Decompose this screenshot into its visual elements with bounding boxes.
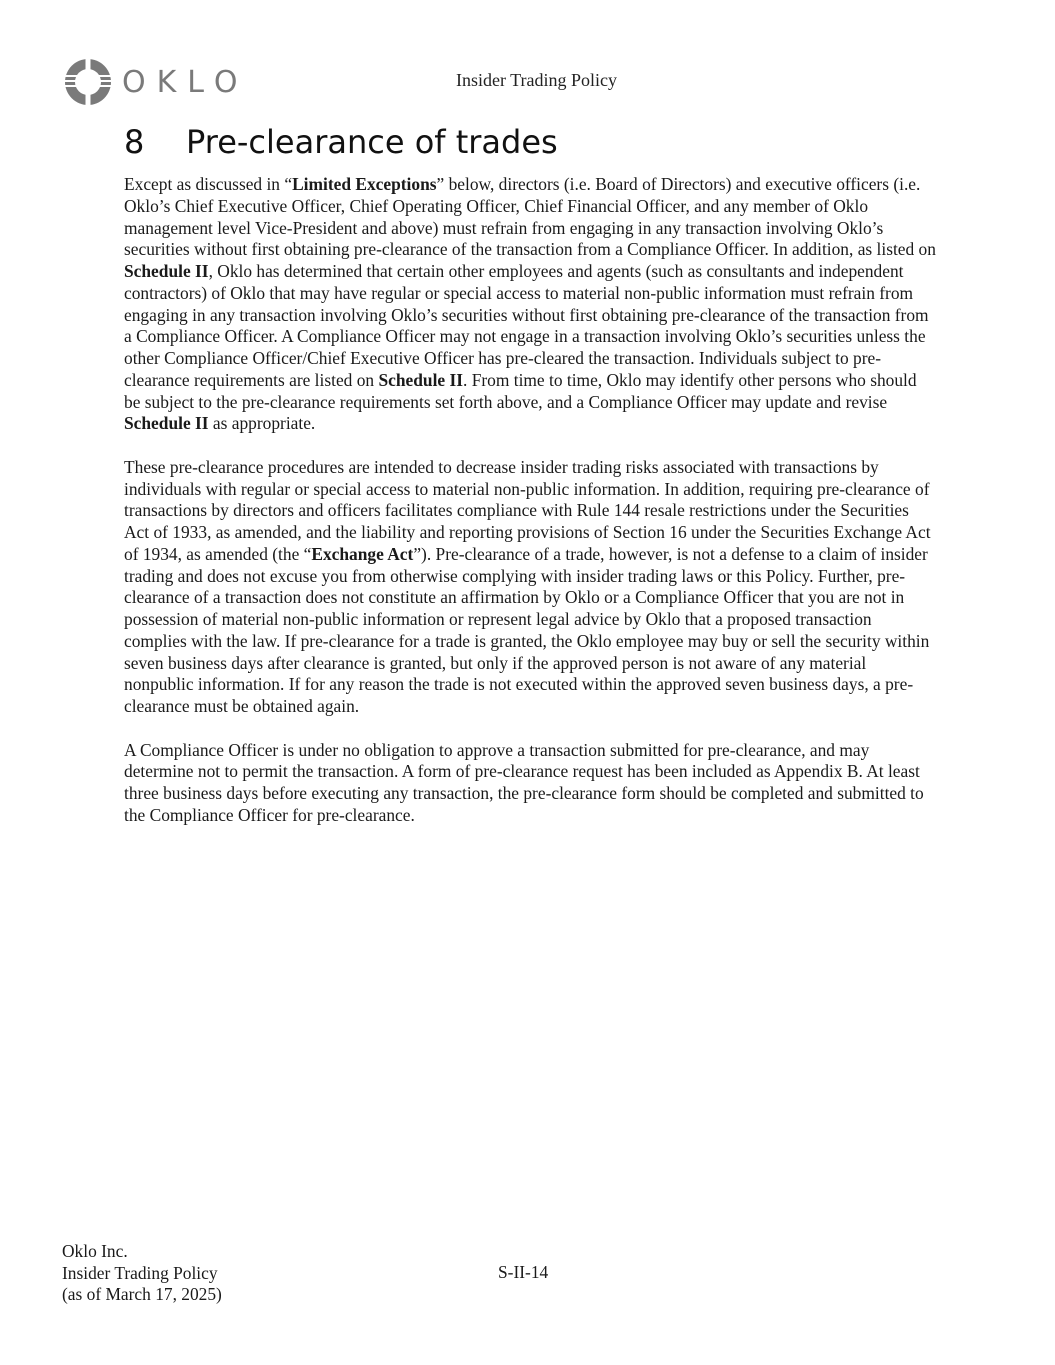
section-heading [124,123,558,161]
text-segment: ”). Pre-clearance of a trade, however, is not a defense to a claim of insider trading and does not excuse you from otherwise complying with insider trading laws or this Policy. Further, pre-clearance of a transaction does not constitute an affirmation by Oklo or a Compliance Officer that you are not in possession of material non-public information or represent legal advice by Oklo that a proposed transaction complies with the law. If pre-clearance for a trade is granted, the Oklo employee may buy or sell the security within seven business days after clearance is granted, but only if the approved person is not aware of any material nonpublic information. If for any reason the trade is not executed within the approved seven business days, a pre-clearance must be obtained again. [124,543,930,716]
text-segment: as appropriate. [208,413,316,434]
text-segment: These pre-clearance procedures are intended to decrease insider trading risks associated with transactions by individuals with regular or special access to material non-public information. In addition, requiring pre-clearance of transactions by directors and officers facilitates compliance with Rule 144 resale restrictions under the Securities Act of 1933, as amended, and the liability and reporting provisions of Section 16 under the Securities Exchange Act of 1934, as amended (the “ [124,456,931,564]
paragraph [124,174,936,435]
text-segment: A Compliance Officer is under no obligation to approve a transaction submitted for pre-clearance, and may determine not to permit the transaction. A form of pre-clearance request has been included as Appendix B. At least three business days before executing any transaction, the pre-clearance form should be completed and submitted to the Compliance Officer for pre-clearance. [124,739,924,825]
footer-document: Insider Trading Policy [62,1262,218,1283]
paragraph [124,740,936,827]
section-title: Pre-clearance of trades [186,123,558,161]
bold-term: Schedule II [378,369,464,390]
oklo-logo [64,58,249,106]
logo-wordmark: OKLO [122,64,249,100]
bold-term: Schedule II [124,261,209,281]
bold-term: Exchange Act [311,543,414,564]
footer-date: (as of March 17, 2025) [62,1284,222,1304]
section-number: 8 [124,123,145,161]
footer-info [62,1241,222,1306]
text-segment: , Oklo has determined that certain other employees and agents (such as consultants and independent contractors) of Oklo that may have regular or special access to material non-public information must refrain from engaging in any transaction involving Oklo’s securities without first obtaining pre-clearance of the transaction from a Compliance Officer. A Compliance Officer may not engage in a transaction involving Oklo’s securities unless the other Compliance Officer/Chief Executive Officer has pre-cleared the transaction. Individuals subject to pre-clearance requirements are listed on [124,261,929,390]
header-title: Insider Trading Policy [456,70,618,90]
bold-term: Limited Exceptions [292,174,437,194]
paragraph [124,457,936,718]
bold-term: Schedule II [124,413,209,434]
page-number: S-II-14 [498,1262,549,1282]
text-segment: ” below, directors (i.e. Board of Directors) and executive officers (i.e. Oklo’s Chief Executive Officer, Chief Operating Officer, Chief Financial Officer, and any member of Oklo management level Vice-President and above) must refrain from engaging in any transaction involving Oklo’s securities without first obtaining pre-clearance of the transaction from a Compliance Officer. In addition, as listed on [124,174,936,260]
footer-company: Oklo Inc. [62,1241,128,1261]
oklo-ring-logo-icon [64,58,112,106]
text-segment: Except as discussed in “ [124,174,293,194]
text-segment: . From time to time, Oklo may identify other persons who should be subject to the pre-clearance requirements set forth above, and a Compliance Officer may update and revise [124,369,917,412]
document-body [124,174,936,848]
